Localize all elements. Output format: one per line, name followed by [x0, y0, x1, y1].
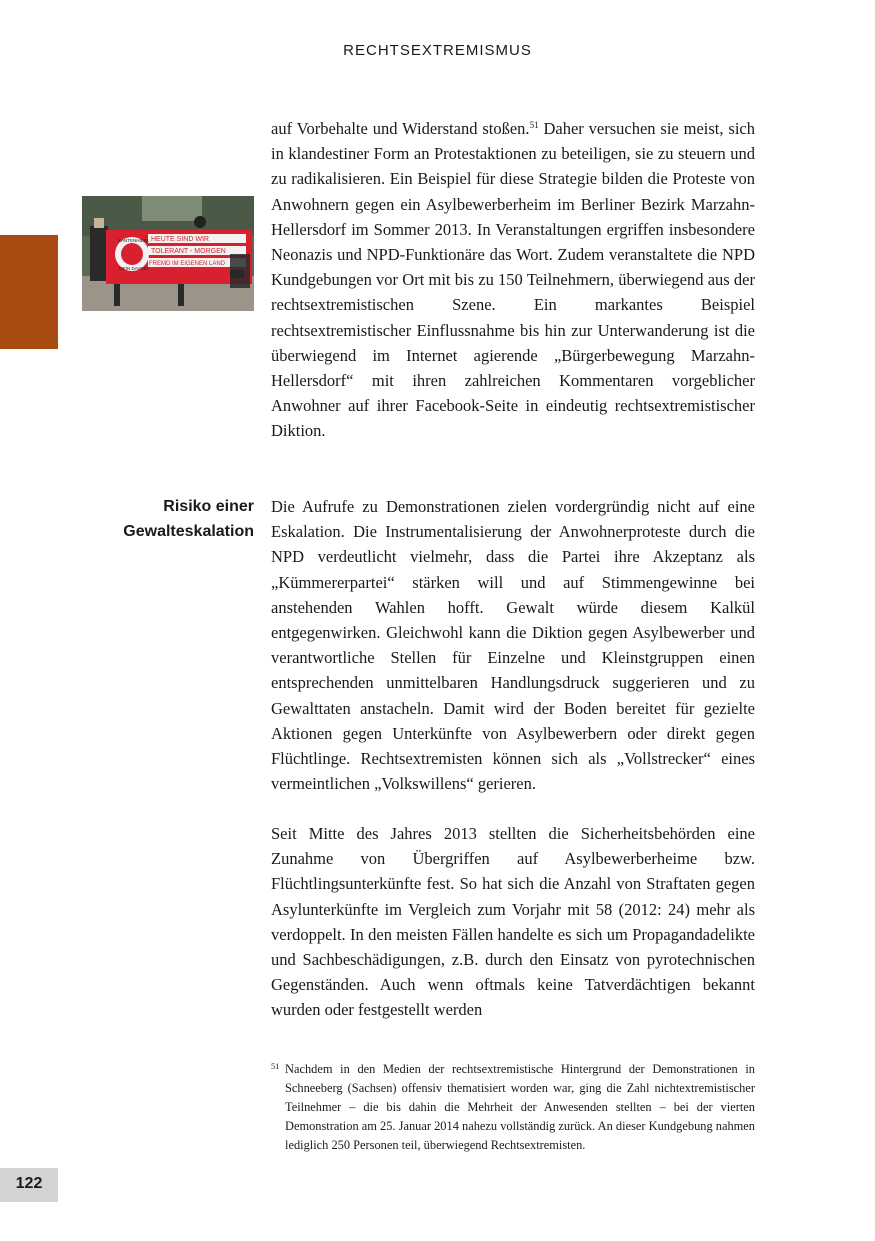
- banner-line-1: HEUTE SIND WIR: [151, 236, 209, 243]
- banner-stamp-bottom: MEIN DAVNEI: [119, 266, 148, 271]
- footnote-reference[interactable]: 51: [529, 120, 539, 130]
- banner-stamp-top: KANTENHIERL: [118, 238, 150, 243]
- paragraph-1-text-a: auf Vorbehalte und Widerstand stoßen.: [271, 119, 530, 138]
- paragraph-1-text-b: Daher versuchen sie meist, sich in klandestiner Form an Protestaktionen zu beteiligen, sie zu steuern und zu radikalisieren. Ein Beispiel für diese Strategie bilden die Proteste von Anwohnern gegen ein Asylbewerberheim im Berliner Bezirk Marzahn-Hellersdorf im Sommer 2013. In Veranstaltungen ergriffen insbesondere Neonazis und NPD-Funktionäre das Wort. Zudem veranstaltete die NPD Kundgebungen vor Ort mit bis zu 150 Teilnehmern, überwiegend aus der rechtsextremistischen Szene. Ein markantes Beispiel rechtsextremistischer Einflussnahme bis hin zur Unterwanderung ist die überwiegend im Internet agierende „Bürgerbewegung Marzahn-Hellersdorf“ mit ihren zahlreichen Kommentaren vorgeblicher Anwohner auf ihrer Facebook-Seite in eindeutig rechtsextremistischer Diktion.: [271, 119, 755, 441]
- paragraph-2: Die Aufrufe zu Demonstrationen zielen vordergründig nicht auf eine Eskalation. Die Instrumentalisierung der Anwohnerproteste durch die NPD verdeutlicht vielmehr, dass die Partei ihre Akzeptanz als „Kümmererpartei“ stärken will und auf Stimmengewinne bei anstehenden Wahlen hofft. Gewalt würde diesem Kalkül entgegenwirken. Gleichwohl kann die Diktion gegen Asylbewerber und verantwortliche Stellen für Einzelne und Kleinstgruppen einen entsprechenden unmittelbaren Handlungsdruck suggerieren und zu Gewalttaten anstacheln. Damit wird der Boden bereitet für gezielte Aktionen gegen Unterkünfte von Asylbewerbern oder direkt gegen Flüchtlinge. Rechtsextremisten können sich als „Vollstrecker“ eines vermeintlichen „Volkswillens“ gerieren.: [271, 497, 755, 794]
- side-heading-line-1: Risiko einer: [163, 498, 254, 515]
- page-number: 122: [15, 1175, 43, 1192]
- running-header: RECHTSEXTREMISMUS: [343, 42, 532, 59]
- demonstration-photo: [82, 196, 254, 311]
- side-heading: [82, 494, 254, 544]
- banner-line-3: FREMD IM EIGENEN LAND: [149, 261, 226, 267]
- paragraph-1: [271, 116, 755, 444]
- footnote-text: Nachdem in den Medien der rechtsextremistische Hintergrund der Demonstrationen in Schneeberg (Sachsen) offensiv thematisiert worden war, ging die Zahl nichtextremistischer Teilnehmer – die bis dahin die Mehrheit der Anwesenden stellten – bei der vierten Demonstration am 25. Januar 2014 nahezu vollständig zurück. An dieser Kundgebung nahmen lediglich 250 Personen teil, überwiegend Rechtsextremisten.: [285, 1062, 755, 1152]
- chapter-tab: [0, 235, 58, 349]
- paragraph-3: Seit Mitte des Jahres 2013 stellten die Sicherheitsbehörden eine Zunahme von Übergriffen auf Asylbewerberheime bzw. Flüchtlingsunterkünfte fest. So hat sich die Anzahl von Straftaten gegen Asylunterkünfte im Vergleich zum Vorjahr mit 58 (2012: 24) mehr als verdoppelt. In den meisten Fällen handelte es sich um Propagandadelikte und Sachbeschädigungen, z.B. durch den Einsatz von pyrotechnischen Gegenständen. Auch wenn oftmals keine Tatverdächtigen bekannt wurden oder festgestellt werden: [271, 824, 755, 1020]
- footnote-number: 51: [271, 1061, 280, 1071]
- side-heading-line-2: Gewalteskalation: [123, 523, 254, 541]
- footnote: [271, 1060, 755, 1155]
- banner-line-2: TOLERANT - MORGEN: [151, 248, 226, 255]
